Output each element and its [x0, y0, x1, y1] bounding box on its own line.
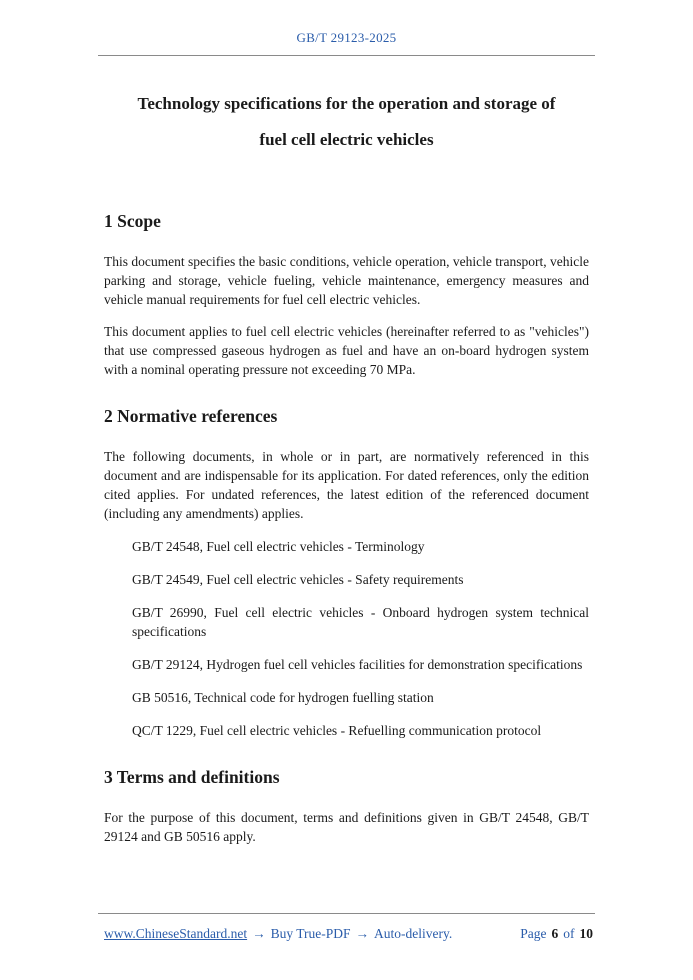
page-footer [98, 913, 595, 942]
section-heading-terms-definitions: 3 Terms and definitions [104, 767, 280, 787]
reference-item: GB 50516, Technical code for hydrogen fuelling station [132, 690, 434, 705]
page-indicator [520, 926, 595, 942]
chinesestandard-link[interactable]: www.ChineseStandard.net [104, 926, 248, 941]
page-header [0, 0, 693, 56]
document-title [104, 86, 589, 158]
footer-buy-true-pdf-text: Buy True-PDF [270, 926, 351, 941]
terms-paragraph-1: For the purpose of this document, terms and definitions given in GB/T 24548, GB/T 29124 and GB 50516 apply. [104, 810, 589, 844]
footer-left [98, 926, 452, 942]
title-line-1: Technology specifications for the operation and storage of [137, 94, 556, 113]
current-page-number: 6 [551, 926, 559, 941]
reference-item: QC/T 1229, Fuel cell electric vehicles - Refuelling communication protocol [132, 723, 542, 738]
reference-item: GB/T 24548, Fuel cell electric vehicles - Terminology [132, 539, 425, 554]
document-content [0, 86, 693, 846]
section-heading-scope: 1 Scope [104, 211, 161, 231]
title-line-2: fuel cell electric vehicles [259, 130, 434, 149]
scope-paragraph-1: This document specifies the basic conditions, vehicle operation, vehicle transport, vehicle parking and storage, vehicle fueling, vehicle maintenance, emergency measures and vehicle manual requirements for fuel cell electric vehicles. [104, 254, 589, 307]
page-label: Page [520, 926, 547, 941]
scope-paragraph-2: This document applies to fuel cell electric vehicles (hereinafter referred to as "vehicles") that use compressed gaseous hydrogen as fuel and have an on-board hydrogen system with a nominal operating pressure not exceeding 70 MPa. [104, 324, 589, 377]
total-page-number: 10 [579, 926, 593, 941]
reference-item: GB/T 24549, Fuel cell electric vehicles - Safety requirements [132, 572, 464, 587]
arrow-right-icon: → [355, 926, 370, 941]
doc-number: GB/T 29123-2025 [296, 30, 397, 45]
footer-auto-delivery-text: Auto-delivery. [374, 926, 453, 941]
section-heading-normative-references: 2 Normative references [104, 406, 278, 426]
of-label: of [563, 926, 575, 941]
normative-intro-paragraph: The following documents, in whole or in part, are normatively referenced in this document and are indispensable for its application. For dated references, only the edition cited applies. For undated references, the latest edition of the referenced document (including any amendments) applies. [104, 449, 589, 521]
reference-item: GB/T 29124, Hydrogen fuel cell vehicles facilities for demonstration specifications [132, 657, 583, 672]
arrow-right-icon: → [252, 926, 266, 941]
header-divider [98, 55, 595, 56]
reference-item: GB/T 26990, Fuel cell electric vehicles - Onboard hydrogen system technical specifications [132, 605, 589, 639]
footer-row [98, 914, 595, 942]
